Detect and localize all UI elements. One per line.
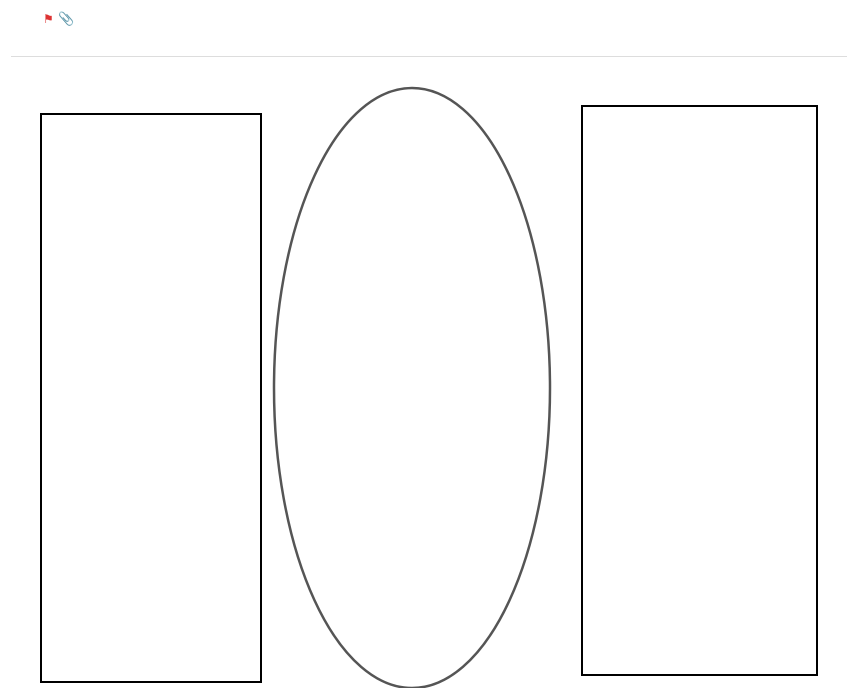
- paperclip-icon[interactable]: 📎: [58, 11, 75, 26]
- right-box: [581, 105, 818, 676]
- flag-icon[interactable]: ⚑: [43, 12, 54, 26]
- left-box: [40, 113, 262, 683]
